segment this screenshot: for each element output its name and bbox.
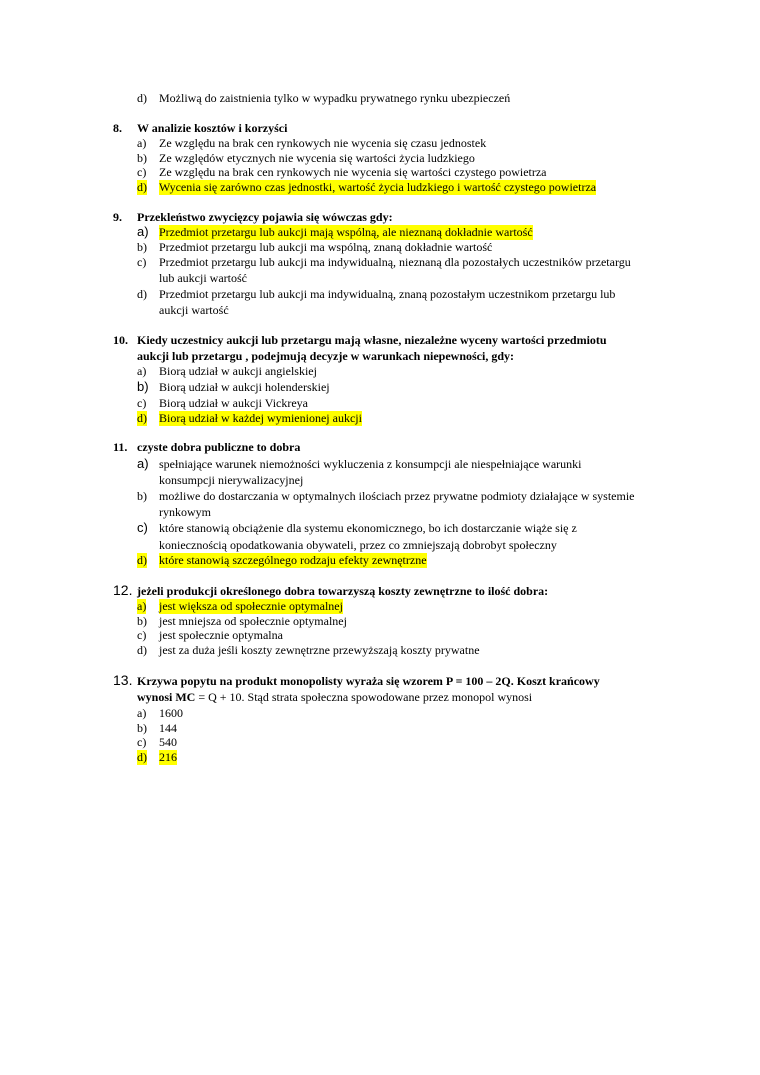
option-label: b) [137, 240, 147, 254]
option-label: a) [137, 364, 147, 378]
option-text: Biorą udział w aukcji Vickreya [159, 396, 309, 410]
option-text: Przedmiot przetargu lub aukcji ma indywidualną, znaną pozostałym uczestnikom przetargu lub [159, 287, 616, 301]
question-number: 8. [113, 121, 122, 135]
question-text: Krzywa popytu na produkt monopolisty wyraża się wzorem P = 100 – 2Q. Koszt krańcowy [137, 674, 600, 688]
option-label-highlighted: d) [137, 750, 147, 764]
option-text-continuation: konsumpcji nierywalizacyjnej [159, 473, 304, 487]
question-text: W analizie kosztów i korzyści [137, 121, 288, 135]
question-number: 9. [113, 210, 122, 224]
option-text: 540 [159, 735, 177, 749]
option-label: c) [137, 165, 147, 179]
question-number: 10. [113, 333, 128, 347]
option-label-highlighted: d) [137, 411, 147, 425]
option-label: c) [137, 520, 148, 535]
option-text: Przedmiot przetargu lub aukcji ma indywidualną, nieznaną dla pozostałych uczestników przetargu [159, 255, 631, 269]
option-label: c) [137, 255, 147, 269]
option-text: jest za duża jeśli koszty zewnętrzne przewyższają koszty prywatne [159, 643, 480, 657]
option-text: Biorą udział w aukcji holenderskiej [159, 380, 330, 394]
option-text: jest mniejsza od społecznie optymalnej [159, 614, 347, 628]
question-number: 11. [113, 440, 128, 454]
option-label-highlighted: d) [137, 180, 147, 194]
option-text: Ze względu na brak cen rynkowych nie wycenia się wartości czystego powietrza [159, 165, 547, 179]
option-text-continuation: koniecznością opodatkowania obywateli, przez co zmniejszają dobrobyt społeczny [159, 538, 557, 552]
question-text: jeżeli produkcji określonego dobra towarzyszą koszty zewnętrzne to ilość dobra: [137, 584, 549, 598]
question-number: 12. [113, 582, 133, 598]
option-text-highlighted: które stanowią szczególnego rodzaju efekty zewnętrzne [159, 553, 427, 567]
option-text-highlighted: jest większa od społecznie optymalnej [159, 599, 343, 613]
option-text: Biorą udział w aukcji angielskiej [159, 364, 317, 378]
option-label: b) [137, 379, 149, 394]
option-text: które stanowią obciążenie dla systemu ekonomicznego, bo ich dostarczanie wiąże się z [159, 521, 577, 535]
option-label-highlighted: a) [137, 599, 147, 613]
option-label: c) [137, 735, 147, 749]
option-label: d) [137, 287, 147, 301]
option-text: 144 [159, 721, 177, 735]
question-number: 13. [113, 672, 133, 688]
option-text: Możliwą do zaistnienia tylko w wypadku prywatnego rynku ubezpieczeń [159, 91, 511, 105]
option-label: a) [137, 224, 149, 239]
option-label: a) [137, 136, 147, 150]
option-label: b) [137, 151, 147, 165]
option-text-highlighted: Biorą udział w każdej wymienionej aukcji [159, 411, 362, 425]
option-text: spełniające warunek niemożności wykluczenia z konsumpcji ale niespełniające warunki [159, 457, 582, 471]
option-label: b) [137, 489, 147, 503]
option-text: możliwe do dostarczania w optymalnych ilościach przez prywatne podmioty działające w systemie [159, 489, 635, 503]
option-text: jest społecznie optymalna [159, 628, 283, 642]
option-text-highlighted: 216 [159, 750, 177, 764]
option-label: c) [137, 628, 147, 642]
question-text-continuation: aukcji lub przetargu , podejmują decyzje w warunkach niepewności, gdy: [137, 349, 514, 363]
option-text: 1600 [159, 706, 183, 720]
option-text: Ze względów etycznych nie wycenia się wartości życia ludzkiego [159, 151, 475, 165]
question-text: Przekleństwo zwycięzcy pojawia się wówczas gdy: [137, 210, 393, 224]
question-text-bold: wynosi MC [137, 690, 196, 704]
option-label: b) [137, 721, 147, 735]
question-text: czyste dobra publiczne to dobra [137, 440, 301, 454]
option-label-highlighted: d) [137, 553, 147, 567]
option-text-continuation: lub aukcji wartość [159, 271, 247, 285]
question-text-continuation [137, 690, 532, 705]
option-text-continuation: aukcji wartość [159, 303, 229, 317]
option-label: d) [137, 643, 147, 657]
option-text-highlighted: Przedmiot przetargu lub aukcji mają wspólną, ale nieznaną dokładnie wartość [159, 225, 533, 239]
option-label: a) [137, 706, 147, 720]
option-text: Przedmiot przetargu lub aukcji ma wspólną, znaną dokładnie wartość [159, 240, 493, 254]
question-text-plain: = Q + 10. Stąd strata społeczna spowodowane przez monopol wynosi [195, 690, 533, 704]
option-text-continuation: rynkowym [159, 505, 211, 519]
option-label: c) [137, 396, 147, 410]
option-text: Ze względu na brak cen rynkowych nie wycenia się czasu jednostek [159, 136, 487, 150]
question-text: Kiedy uczestnicy aukcji lub przetargu mają własne, niezależne wyceny wartości przedmiotu [137, 333, 607, 347]
option-label: d) [137, 91, 147, 105]
option-text-highlighted: Wycenia się zarówno czas jednostki, wartość życia ludzkiego i wartość czystego powietrza [159, 180, 597, 194]
option-label: b) [137, 614, 147, 628]
option-label: a) [137, 456, 149, 471]
